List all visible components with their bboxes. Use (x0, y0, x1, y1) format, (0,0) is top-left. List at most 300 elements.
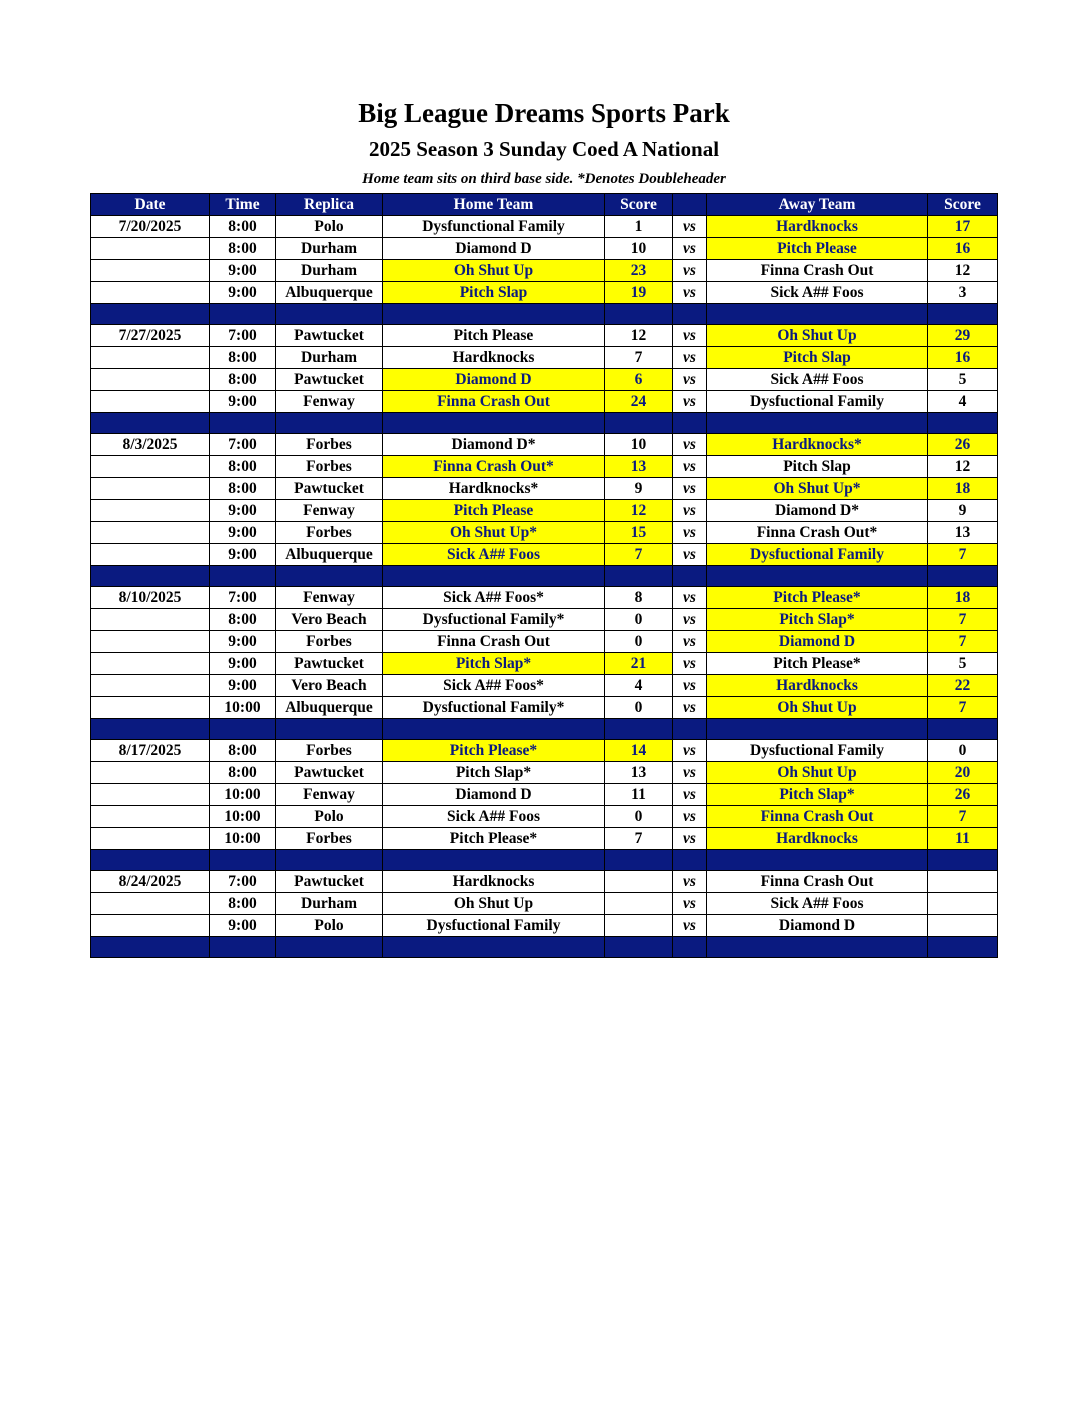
home-score: 7 (605, 347, 673, 369)
away-team: Hardknocks (707, 675, 928, 697)
game-date (91, 347, 210, 369)
game-time: 9:00 (210, 282, 276, 304)
game-field: Forbes (276, 828, 383, 850)
separator-cell (383, 850, 605, 871)
home-score: 8 (605, 587, 673, 609)
game-time: 8:00 (210, 478, 276, 500)
game-date (91, 238, 210, 260)
game-time: 8:00 (210, 347, 276, 369)
game-field: Durham (276, 893, 383, 915)
away-score: 3 (928, 282, 998, 304)
away-score: 12 (928, 260, 998, 282)
home-team: Sick A## Foos (383, 544, 605, 566)
game-time: 10:00 (210, 697, 276, 719)
game-field: Polo (276, 806, 383, 828)
separator-cell (91, 304, 210, 325)
game-time: 9:00 (210, 500, 276, 522)
away-team: Hardknocks (707, 828, 928, 850)
game-date (91, 806, 210, 828)
game-row (91, 762, 998, 784)
home-score: 14 (605, 740, 673, 762)
home-team: Sick A## Foos (383, 806, 605, 828)
away-team: Sick A## Foos (707, 369, 928, 391)
vs-label: vs (673, 369, 707, 391)
game-field: Pawtucket (276, 653, 383, 675)
separator-cell (605, 850, 673, 871)
home-score: 21 (605, 653, 673, 675)
separator-cell (707, 304, 928, 325)
game-field: Fenway (276, 587, 383, 609)
home-team: Finna Crash Out* (383, 456, 605, 478)
home-team: Sick A## Foos* (383, 675, 605, 697)
game-field: Pawtucket (276, 871, 383, 893)
vs-label: vs (673, 434, 707, 456)
game-field: Durham (276, 238, 383, 260)
game-row (91, 369, 998, 391)
game-row (91, 675, 998, 697)
game-date (91, 893, 210, 915)
game-time: 7:00 (210, 587, 276, 609)
away-score: 5 (928, 653, 998, 675)
separator-cell (707, 850, 928, 871)
separator-cell (673, 937, 707, 958)
game-date: 7/20/2025 (91, 216, 210, 238)
game-time: 9:00 (210, 631, 276, 653)
week-separator-row (91, 566, 998, 587)
separator-cell (928, 937, 998, 958)
away-score: 26 (928, 434, 998, 456)
game-field: Durham (276, 347, 383, 369)
game-field: Fenway (276, 391, 383, 413)
game-row (91, 456, 998, 478)
separator-cell (276, 719, 383, 740)
home-team: Dysfuctional Family (383, 915, 605, 937)
game-row (91, 915, 998, 937)
schedule-body (91, 216, 998, 958)
away-team: Finna Crash Out* (707, 522, 928, 544)
game-row (91, 391, 998, 413)
separator-cell (91, 719, 210, 740)
away-score: 18 (928, 587, 998, 609)
week-separator-row (91, 719, 998, 740)
vs-label: vs (673, 325, 707, 347)
game-time: 9:00 (210, 391, 276, 413)
vs-label: vs (673, 653, 707, 675)
away-team: Pitch Slap* (707, 609, 928, 631)
week-separator-row (91, 937, 998, 958)
separator-cell (928, 719, 998, 740)
game-date (91, 762, 210, 784)
separator-cell (673, 566, 707, 587)
separator-cell (605, 566, 673, 587)
separator-cell (605, 304, 673, 325)
away-team: Oh Shut Up (707, 697, 928, 719)
game-time: 8:00 (210, 369, 276, 391)
away-team: Diamond D* (707, 500, 928, 522)
separator-cell (210, 937, 276, 958)
away-score: 13 (928, 522, 998, 544)
separator-cell (928, 413, 998, 434)
away-team: Hardknocks* (707, 434, 928, 456)
separator-cell (276, 413, 383, 434)
away-team: Finna Crash Out (707, 260, 928, 282)
home-team: Hardknocks (383, 347, 605, 369)
game-time: 7:00 (210, 871, 276, 893)
home-score: 0 (605, 609, 673, 631)
vs-label: vs (673, 740, 707, 762)
separator-cell (707, 937, 928, 958)
away-team: Pitch Please* (707, 653, 928, 675)
game-time: 8:00 (210, 609, 276, 631)
home-team: Pitch Please* (383, 740, 605, 762)
separator-cell (707, 719, 928, 740)
game-field: Polo (276, 216, 383, 238)
game-row (91, 784, 998, 806)
game-time: 9:00 (210, 522, 276, 544)
vs-label: vs (673, 347, 707, 369)
vs-label: vs (673, 478, 707, 500)
game-row (91, 500, 998, 522)
home-score: 10 (605, 238, 673, 260)
separator-cell (673, 304, 707, 325)
col-header-vs (673, 194, 707, 216)
game-date (91, 369, 210, 391)
game-date (91, 500, 210, 522)
game-row (91, 871, 998, 893)
away-team: Dysfuctional Family (707, 391, 928, 413)
game-time: 8:00 (210, 456, 276, 478)
game-field: Polo (276, 915, 383, 937)
home-score: 0 (605, 806, 673, 828)
game-time: 10:00 (210, 806, 276, 828)
game-row (91, 631, 998, 653)
away-score: 5 (928, 369, 998, 391)
home-score (605, 871, 673, 893)
away-score: 7 (928, 609, 998, 631)
game-time: 10:00 (210, 784, 276, 806)
game-row (91, 893, 998, 915)
away-team: Oh Shut Up (707, 762, 928, 784)
away-score: 18 (928, 478, 998, 500)
away-team: Dysfuctional Family (707, 740, 928, 762)
home-team: Hardknocks (383, 871, 605, 893)
game-date: 8/3/2025 (91, 434, 210, 456)
game-date: 7/27/2025 (91, 325, 210, 347)
game-row (91, 522, 998, 544)
schedule-header (91, 194, 998, 216)
separator-cell (91, 413, 210, 434)
away-team: Dysfuctional Family (707, 544, 928, 566)
vs-label: vs (673, 893, 707, 915)
game-date (91, 915, 210, 937)
game-row (91, 216, 998, 238)
game-date (91, 456, 210, 478)
game-row (91, 697, 998, 719)
game-field: Forbes (276, 522, 383, 544)
separator-cell (210, 304, 276, 325)
vs-label: vs (673, 544, 707, 566)
away-score: 7 (928, 544, 998, 566)
home-score: 10 (605, 434, 673, 456)
week-separator-row (91, 304, 998, 325)
separator-cell (383, 566, 605, 587)
game-row (91, 238, 998, 260)
home-score (605, 893, 673, 915)
game-field: Pawtucket (276, 369, 383, 391)
separator-cell (673, 413, 707, 434)
home-score: 23 (605, 260, 673, 282)
week-separator-row (91, 413, 998, 434)
vs-label: vs (673, 456, 707, 478)
game-field: Pawtucket (276, 478, 383, 500)
game-time: 9:00 (210, 653, 276, 675)
away-score: 7 (928, 631, 998, 653)
separator-cell (707, 566, 928, 587)
vs-label: vs (673, 500, 707, 522)
game-field: Vero Beach (276, 675, 383, 697)
game-time: 8:00 (210, 893, 276, 915)
separator-cell (928, 304, 998, 325)
col-header-home-team: Home Team (383, 194, 605, 216)
page-title: Big League Dreams Sports Park (358, 98, 730, 128)
vs-label: vs (673, 828, 707, 850)
separator-cell (605, 937, 673, 958)
game-row (91, 806, 998, 828)
col-header-away-score: Score (928, 194, 998, 216)
home-score: 6 (605, 369, 673, 391)
home-score: 9 (605, 478, 673, 500)
separator-cell (91, 937, 210, 958)
schedule-table (90, 193, 998, 958)
game-row (91, 740, 998, 762)
away-team: Oh Shut Up (707, 325, 928, 347)
away-score: 20 (928, 762, 998, 784)
game-date (91, 828, 210, 850)
home-team: Dysfunctional Family (383, 216, 605, 238)
game-row (91, 434, 998, 456)
vs-label: vs (673, 238, 707, 260)
away-team: Finna Crash Out (707, 871, 928, 893)
home-score: 11 (605, 784, 673, 806)
col-header-date: Date (91, 194, 210, 216)
home-team: Finna Crash Out (383, 631, 605, 653)
schedule-note: Home team sits on third base side. *Denotes Doubleheader (362, 171, 726, 187)
game-time: 7:00 (210, 434, 276, 456)
game-row (91, 282, 998, 304)
separator-cell (276, 566, 383, 587)
away-team: Sick A## Foos (707, 893, 928, 915)
game-row (91, 478, 998, 500)
vs-label: vs (673, 762, 707, 784)
game-date (91, 260, 210, 282)
vs-label: vs (673, 871, 707, 893)
separator-cell (383, 304, 605, 325)
vs-label: vs (673, 806, 707, 828)
away-score: 22 (928, 675, 998, 697)
home-score: 12 (605, 325, 673, 347)
away-team: Pitch Slap* (707, 784, 928, 806)
game-date: 8/17/2025 (91, 740, 210, 762)
home-score: 4 (605, 675, 673, 697)
away-team: Pitch Please* (707, 587, 928, 609)
home-team: Hardknocks* (383, 478, 605, 500)
away-team: Hardknocks (707, 216, 928, 238)
separator-cell (383, 937, 605, 958)
game-field: Pawtucket (276, 762, 383, 784)
home-team: Diamond D* (383, 434, 605, 456)
vs-label: vs (673, 282, 707, 304)
separator-cell (928, 850, 998, 871)
separator-cell (673, 850, 707, 871)
home-team: Oh Shut Up (383, 260, 605, 282)
game-field: Forbes (276, 631, 383, 653)
game-time: 9:00 (210, 675, 276, 697)
away-team: Sick A## Foos (707, 282, 928, 304)
home-score: 19 (605, 282, 673, 304)
home-team: Pitch Slap (383, 282, 605, 304)
game-row (91, 544, 998, 566)
separator-cell (383, 719, 605, 740)
home-team: Pitch Slap* (383, 762, 605, 784)
game-time: 9:00 (210, 260, 276, 282)
game-field: Albuquerque (276, 697, 383, 719)
home-score: 0 (605, 697, 673, 719)
game-field: Vero Beach (276, 609, 383, 631)
home-score: 13 (605, 456, 673, 478)
away-score: 29 (928, 325, 998, 347)
game-time: 8:00 (210, 216, 276, 238)
vs-label: vs (673, 216, 707, 238)
home-score: 13 (605, 762, 673, 784)
separator-cell (928, 566, 998, 587)
away-team: Diamond D (707, 631, 928, 653)
page-subtitle: 2025 Season 3 Sunday Coed A National (368, 137, 720, 161)
header-row (91, 194, 998, 216)
game-date (91, 631, 210, 653)
home-score: 24 (605, 391, 673, 413)
away-score: 16 (928, 347, 998, 369)
game-date (91, 653, 210, 675)
game-field: Albuquerque (276, 544, 383, 566)
game-date (91, 675, 210, 697)
away-score (928, 893, 998, 915)
separator-cell (707, 413, 928, 434)
away-score (928, 915, 998, 937)
game-row (91, 609, 998, 631)
home-team: Finna Crash Out (383, 391, 605, 413)
away-score: 11 (928, 828, 998, 850)
game-time: 7:00 (210, 325, 276, 347)
vs-label: vs (673, 522, 707, 544)
away-team: Pitch Slap (707, 347, 928, 369)
separator-cell (91, 566, 210, 587)
home-score: 7 (605, 828, 673, 850)
game-date (91, 478, 210, 500)
home-team: Pitch Please (383, 325, 605, 347)
col-header-home-score: Score (605, 194, 673, 216)
separator-cell (210, 719, 276, 740)
home-team: Sick A## Foos* (383, 587, 605, 609)
vs-label: vs (673, 587, 707, 609)
away-team: Pitch Please (707, 238, 928, 260)
game-date (91, 391, 210, 413)
away-score: 4 (928, 391, 998, 413)
game-date (91, 282, 210, 304)
vs-label: vs (673, 260, 707, 282)
game-field: Forbes (276, 434, 383, 456)
away-score: 16 (928, 238, 998, 260)
game-time: 9:00 (210, 915, 276, 937)
game-field: Pawtucket (276, 325, 383, 347)
game-field: Forbes (276, 740, 383, 762)
home-team: Pitch Please* (383, 828, 605, 850)
game-date (91, 522, 210, 544)
separator-cell (210, 566, 276, 587)
away-score: 12 (928, 456, 998, 478)
game-date (91, 784, 210, 806)
game-row (91, 828, 998, 850)
game-row (91, 260, 998, 282)
home-score (605, 915, 673, 937)
week-separator-row (91, 850, 998, 871)
home-team: Oh Shut Up* (383, 522, 605, 544)
game-date (91, 609, 210, 631)
home-team: Pitch Slap* (383, 653, 605, 675)
game-field: Albuquerque (276, 282, 383, 304)
game-date: 8/10/2025 (91, 587, 210, 609)
separator-cell (91, 850, 210, 871)
away-score: 17 (928, 216, 998, 238)
vs-label: vs (673, 631, 707, 653)
game-time: 8:00 (210, 740, 276, 762)
home-team: Diamond D (383, 238, 605, 260)
away-team: Pitch Slap (707, 456, 928, 478)
home-score: 7 (605, 544, 673, 566)
separator-cell (383, 413, 605, 434)
separator-cell (673, 719, 707, 740)
game-date (91, 697, 210, 719)
game-time: 9:00 (210, 544, 276, 566)
vs-label: vs (673, 784, 707, 806)
game-date: 8/24/2025 (91, 871, 210, 893)
separator-cell (276, 304, 383, 325)
home-score: 1 (605, 216, 673, 238)
game-field: Fenway (276, 784, 383, 806)
home-team: Diamond D (383, 369, 605, 391)
game-field: Forbes (276, 456, 383, 478)
vs-label: vs (673, 675, 707, 697)
separator-cell (210, 413, 276, 434)
col-header-time: Time (210, 194, 276, 216)
away-score: 0 (928, 740, 998, 762)
away-score: 7 (928, 697, 998, 719)
home-score: 0 (605, 631, 673, 653)
game-field: Fenway (276, 500, 383, 522)
game-field: Durham (276, 260, 383, 282)
home-score: 15 (605, 522, 673, 544)
home-team: Diamond D (383, 784, 605, 806)
home-team: Pitch Please (383, 500, 605, 522)
away-score: 9 (928, 500, 998, 522)
vs-label: vs (673, 697, 707, 719)
separator-cell (605, 413, 673, 434)
game-time: 8:00 (210, 238, 276, 260)
away-team: Diamond D (707, 915, 928, 937)
game-time: 10:00 (210, 828, 276, 850)
vs-label: vs (673, 915, 707, 937)
game-time: 8:00 (210, 762, 276, 784)
separator-cell (276, 850, 383, 871)
